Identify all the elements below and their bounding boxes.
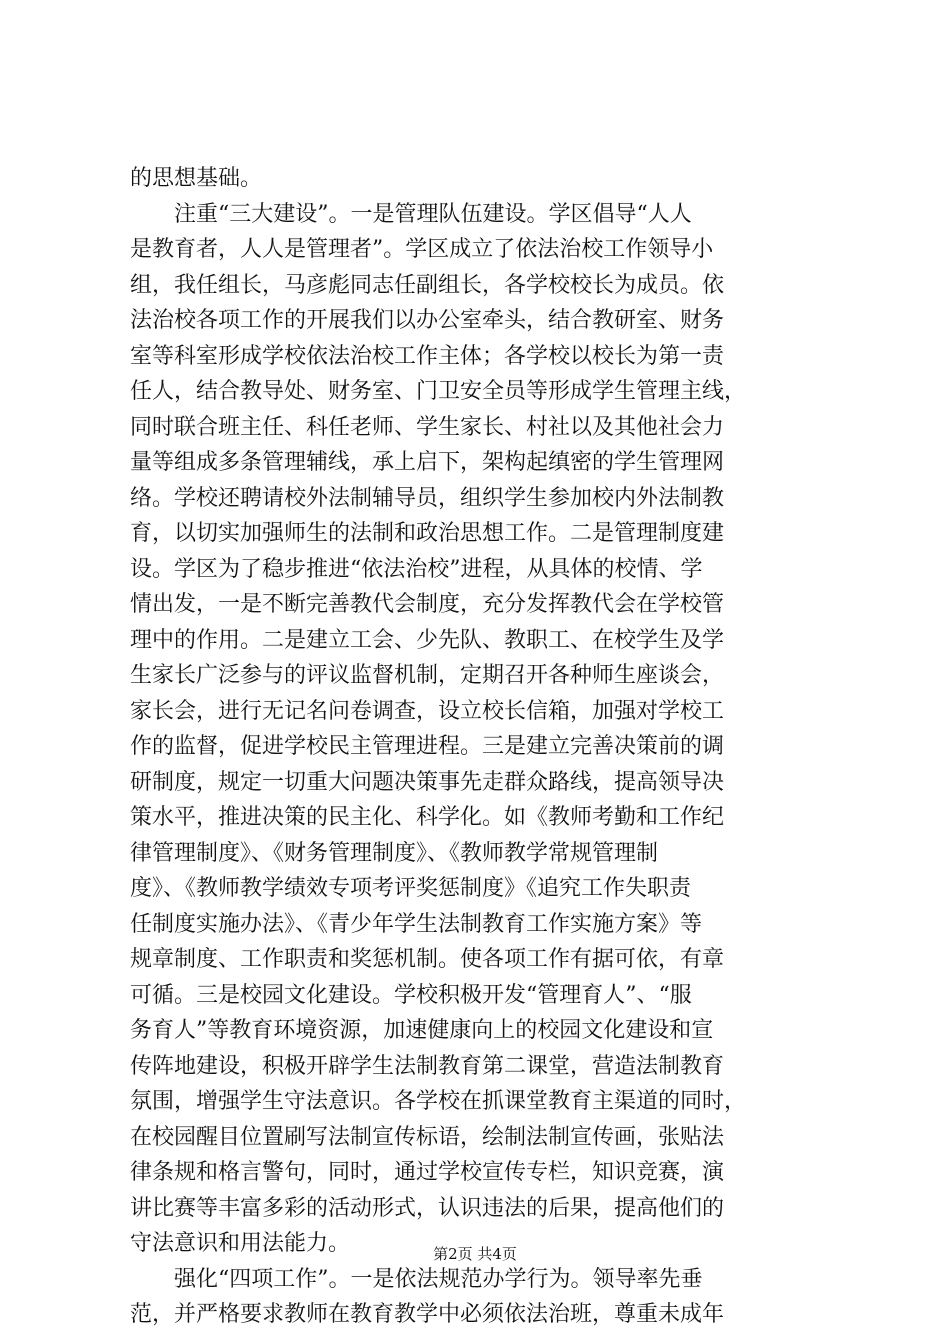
text-line: 度》、《教师教学绩效专项考评奖惩制度》《追究工作失职责	[130, 876, 692, 901]
text-line: 规章制度、工作职责和奖惩机制。使各项工作有据可依，有章	[130, 947, 725, 972]
text-line: 组，我任组长，马彦彪同志任副组长，各学校校长为成员。依	[130, 272, 725, 298]
text-line: 同时联合班主任、科任老师、学生家长、村社以及其他社会力	[130, 414, 725, 440]
text-line: 可循。三是校园文化建设。学校积极开发“管理育人”、“服	[130, 982, 692, 1008]
text-line: 氛围，增强学生守法意识。各学校在抓课堂教育主渠道的同时，	[130, 1089, 747, 1114]
text-line: 律管理制度》、《财务管理制度》、《教师教学常规管理制	[130, 840, 659, 866]
text-line: 理中的作用。二是建立工会、少先队、教职工、在校学生及学	[130, 627, 725, 653]
text-line: 讲比赛等丰富多彩的活动形式，认识违法的后果，提高他们的	[130, 1195, 725, 1221]
text-line: 任人，结合教导处、财务室、门卫安全员等形成学生管理主线，	[130, 379, 747, 404]
text-line: 任制度实施办法》、《青少年学生法制教育工作实施方案》等	[130, 911, 703, 937]
text-line: 设。学区为了稳步推进“依法治校”进程，从具体的校情、学	[130, 556, 703, 582]
text-line: 范，并严格要求教师在教育教学中必须依法治班，尊重未成年	[130, 1302, 725, 1327]
text-line: 量等组成多条管理辅线，承上启下，架构起缜密的学生管理网	[130, 450, 725, 475]
text-line: 的思想基础。	[130, 166, 263, 191]
text-line: 是教育者，人人是管理者”。学区成立了依法治校工作领导小	[130, 237, 714, 262]
text-line: 生家长广泛参与的评议监督机制，定期召开各种师生座谈会，	[130, 663, 725, 688]
text-line: 务育人”等教育环境资源，加速健康向上的校园文化建设和宣	[130, 1018, 714, 1043]
text-line: 强化“四项工作”。一是依法规范办学行为。领导率先垂	[174, 1266, 703, 1292]
body-text	[130, 161, 830, 1333]
text-line: 研制度，规定一切重大问题决策事先走群众路线，提高领导决	[130, 769, 725, 795]
text-line: 情出发，一是不断完善教代会制度，充分发挥教代会在学校管	[130, 592, 725, 617]
text-line: 在校园醒目位置刷写法制宣传标语，绘制法制宣传画，张贴法	[130, 1124, 725, 1150]
text-line: 传阵地建设，积极开辟学生法制教育第二课堂，营造法制教育	[130, 1053, 725, 1079]
text-line: 守法意识和用法能力。	[130, 1231, 351, 1256]
text-line: 室等科室形成学校依法治校工作主体；各学校以校长为第一责	[130, 343, 725, 369]
text-line: 注重“三大建设”。一是管理队伍建设。学区倡导“人人	[174, 201, 692, 227]
text-line: 作的监督，促进学校民主管理进程。三是建立完善决策前的调	[130, 734, 725, 759]
text-line: 策水平，推进决策的民主化、科学化。如《教师考勤和工作纪	[130, 805, 725, 830]
text-line: 律条规和格言警句，同时，通过学校宣传专栏，知识竞赛，演	[130, 1160, 725, 1185]
page-footer: 第2页 共4页	[433, 1245, 517, 1263]
text-line: 络。学校还聘请校外法制辅导员，组织学生参加校内外法制教	[130, 485, 725, 511]
text-line: 育，以切实加强师生的法制和政治思想工作。二是管理制度建	[130, 521, 725, 546]
text-line: 家长会，进行无记名问卷调查，设立校长信箱，加强对学校工	[130, 698, 725, 724]
text-line: 法治校各项工作的开展我们以办公室牵头，结合教研室、财务	[130, 308, 725, 333]
